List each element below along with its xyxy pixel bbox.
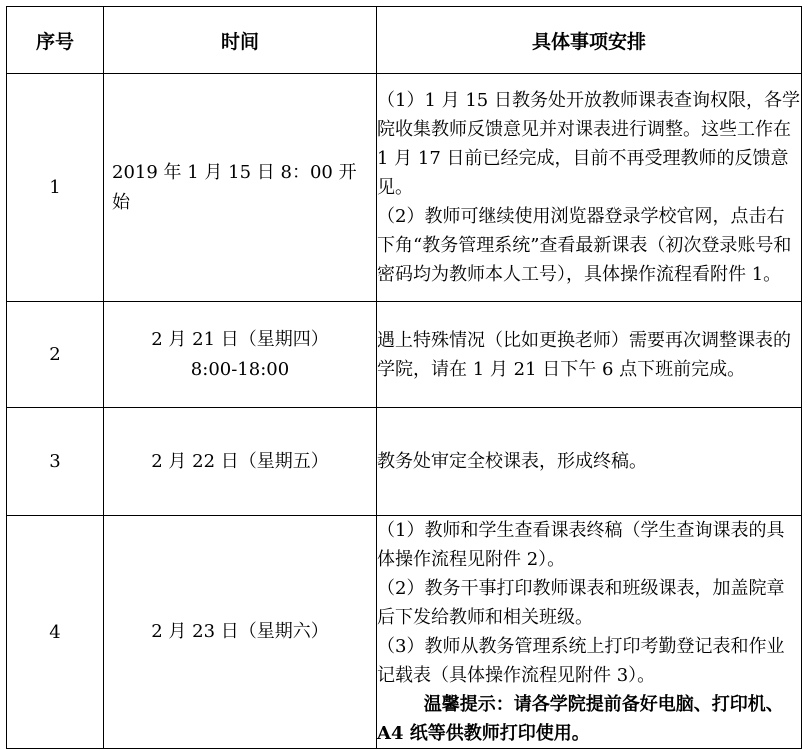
schedule-table [6,6,802,749]
detail-paragraph: 遇上特殊情况（比如更换老师）需要再次调整课表的学院，请在 1 月 21 日下午 6 点下班前完成。 [377,329,791,380]
warm-tip: 温馨提示：请各学院提前备好电脑、打印机、A4 纸等供教师打印使用。 [377,694,784,744]
detail-paragraph: （3）教师从教务管理系统上打印考勤登记表和作业记载表（具体操作流程见附件 3）。 [377,636,785,686]
row-number: 3 [7,408,104,516]
detail-paragraph: （1）教师和学生查看课表终稿（学生查询课表的具体操作流程见附件 2）。 [377,520,785,570]
row-time: 2 月 23 日（星期六） [104,516,377,749]
row-number: 1 [7,74,104,302]
row-time: 2019 年 1 月 15 日 8：00 开始 [104,74,377,302]
detail-paragraph: （1）1 月 15 日教务处开放教师课表查询权限，各学院收集教师反馈意见并对课表进行调整。这些工作在 1 月 17 日前已经完成，目前不再受理教师的反馈意见。 [377,90,800,198]
row-number: 4 [7,516,104,749]
row-detail [377,302,802,408]
row-detail [377,74,802,302]
header-detail: 具体事项安排 [377,7,802,74]
row-time: 2 月 22 日（星期五） [104,408,377,516]
time-line: 8:00-18:00 [190,358,290,380]
detail-paragraph: （2）教师可继续使用浏览器登录学校官网，点击右下角“教务管理系统”查看最新课表（初次登录账号和密码均为教师本人工号），具体操作流程看附件 1。 [377,206,792,285]
header-no: 序号 [7,7,104,74]
detail-paragraph: 教务处审定全校课表，形成终稿。 [377,451,647,472]
header-time: 时间 [104,7,377,74]
row-number: 2 [7,302,104,408]
table-row [7,408,802,516]
table-row [7,516,802,749]
header-row [7,7,802,74]
row-detail [377,516,802,749]
detail-paragraph: （2）教务干事打印教师课表和班级课表，加盖院章后下发给教师和相关班级。 [377,578,785,628]
row-detail [377,408,802,516]
table-row [7,74,802,302]
time-line: 2 月 21 日（星期四） [151,328,329,350]
row-time [104,302,377,408]
table-row [7,302,802,408]
